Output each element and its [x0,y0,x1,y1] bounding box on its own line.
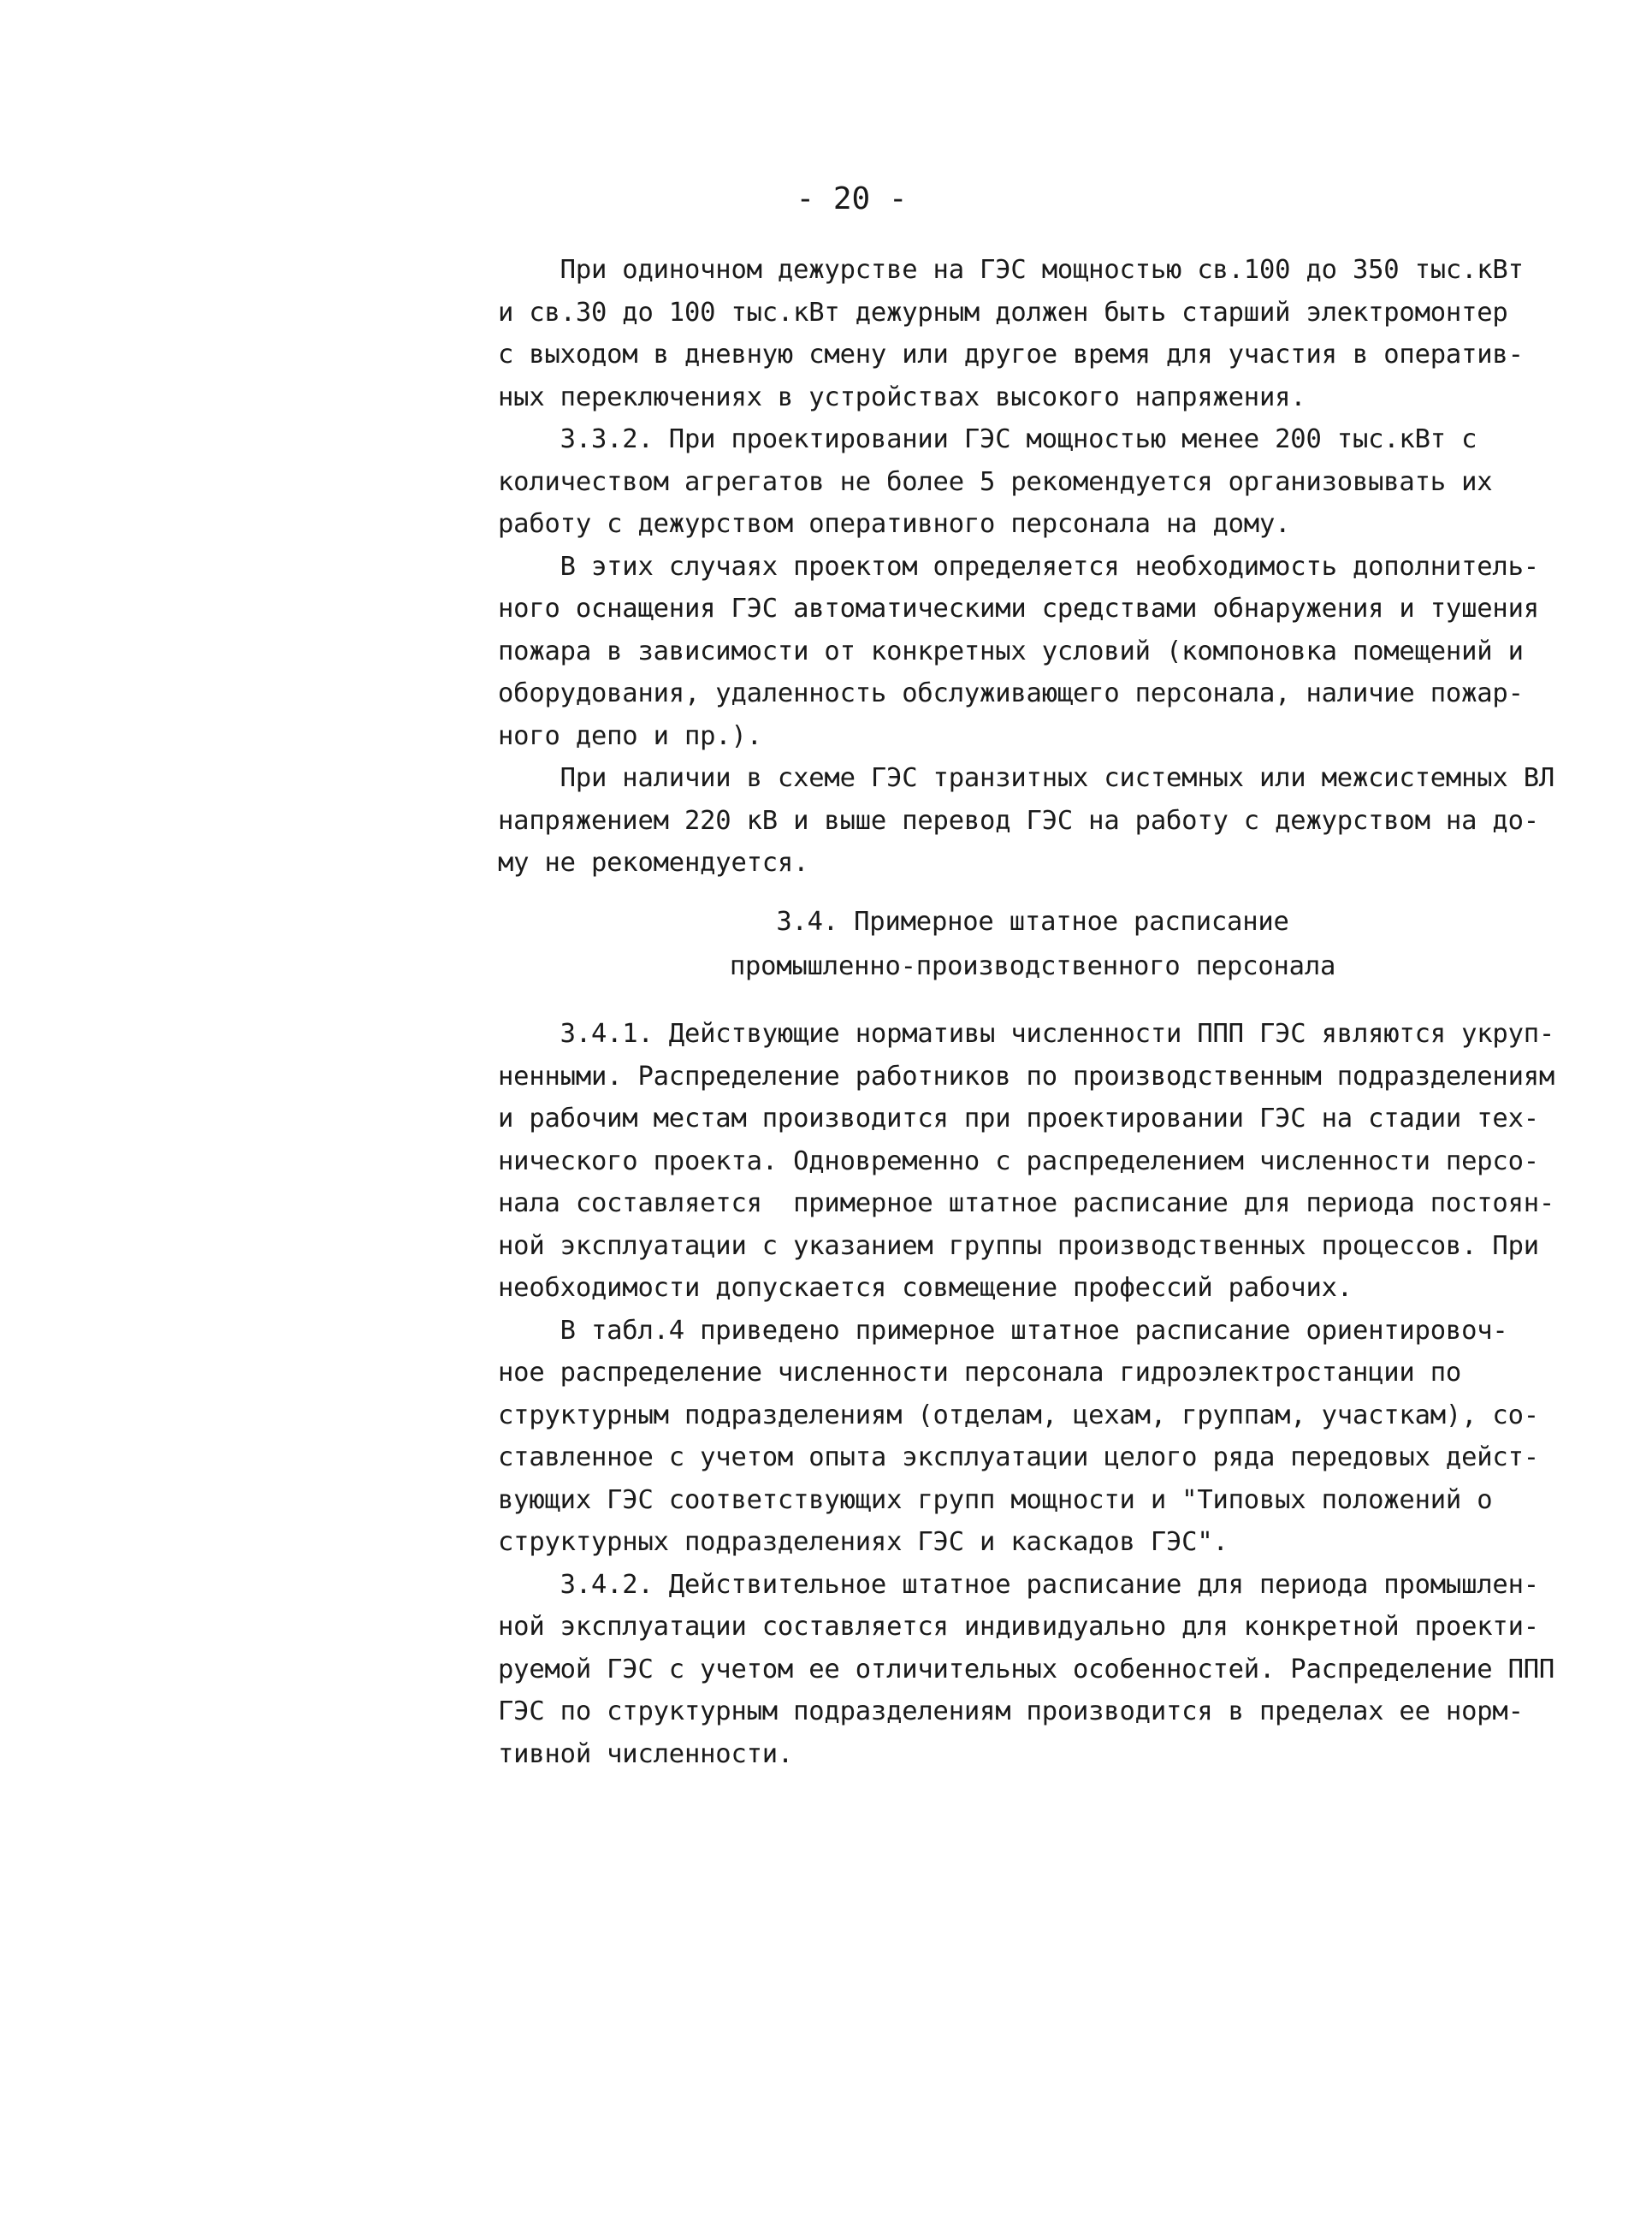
text-line: ное распределение численности персонала гидроэлектростанции по [498,1358,1462,1388]
text-line: работу с дежурством оперативного персонала на дому. [498,509,1291,539]
text-line: руемой ГЭС с учетом ее отличительных особенностей. Распределение ППП [498,1654,1555,1684]
text-line: необходимости допускается совмещение профессий рабочих. [498,1273,1353,1303]
text-line: При одиночном дежурстве на ГЭС мощностью св.100 до 350 тыс.кВт [498,255,1524,285]
text-line: му не рекомендуется. [498,848,809,878]
section-3-4-text [498,1013,1627,1775]
page-number: - 20 - [796,181,908,216]
text-line: нического проекта. Одновременно с распределением численности персо- [498,1146,1539,1176]
section-3-3-text [498,249,1627,885]
text-line: В этих случаях проектом определяется необходимость дополнитель- [498,551,1539,582]
text-line: оборудования, удаленность обслуживающего персонала, наличие пожар- [498,678,1524,708]
text-line: и св.30 до 100 тыс.кВт дежурным должен быть старший электромонтер [498,297,1508,328]
text-line: тивной численности. [498,1738,794,1769]
text-line: 3.4.1. Действующие нормативы численности ППП ГЭС являются укруп- [498,1019,1555,1049]
text-line: При наличии в схеме ГЭС транзитных системных или межсистемных ВЛ [498,763,1555,793]
text-line: ных переключениях в устройствах высокого напряжения. [498,382,1306,412]
text-line: ной эксплуатации составляется индивидуально для конкретной проекти- [498,1612,1539,1642]
heading-line: 3.4. Примерное штатное расписание [776,907,1289,937]
text-line: структурных подразделениях ГЭС и каскадов ГЭС". [498,1527,1229,1557]
text-line: вующих ГЭС соответствующих групп мощности и "Типовых положений о [498,1484,1493,1515]
section-heading [498,900,1567,989]
text-line: структурным подразделениям (отделам, цехам, группам, участкам), со- [498,1400,1539,1430]
text-line: 3.4.2. Действительное штатное расписание для периода промышлен- [498,1569,1539,1600]
heading-line: промышленно-производственного персонала [729,951,1336,981]
text-line: ного депо и пр.). [498,720,762,751]
text-line: и рабочим местам производится при проектировании ГЭС на стадии тех- [498,1104,1539,1134]
text-line: ГЭС по структурным подразделениям производится в пределах ее норм- [498,1696,1524,1726]
text-line: нала составляется примерное штатное расписание для периода постоян- [498,1188,1555,1218]
text-line: ной эксплуатации с указанием группы производственных процессов. При [498,1230,1539,1261]
text-line: ставленное с учетом опыта эксплуатации целого ряда передовых дейст- [498,1442,1539,1472]
text-line: ного оснащения ГЭС автоматическими средствами обнаружения и тушения [498,594,1539,624]
text-line: 3.3.2. При проектировании ГЭС мощностью менее 200 тыс.кВт с [498,424,1477,454]
text-line: количеством агрегатов не более 5 рекомендуется организовывать их [498,466,1493,497]
text-line: В табл.4 приведено примерное штатное расписание ориентировоч- [498,1315,1508,1346]
text-line: напряжением 220 кВ и выше перевод ГЭС на работу с дежурством на до- [498,805,1539,836]
text-line: ненными. Распределение работников по производственным подразделениям [498,1061,1555,1092]
text-line: с выходом в дневную смену или другое время для участия в оператив- [498,340,1524,370]
text-line: пожара в зависимости от конкретных условий (компоновка помещений и [498,636,1524,666]
